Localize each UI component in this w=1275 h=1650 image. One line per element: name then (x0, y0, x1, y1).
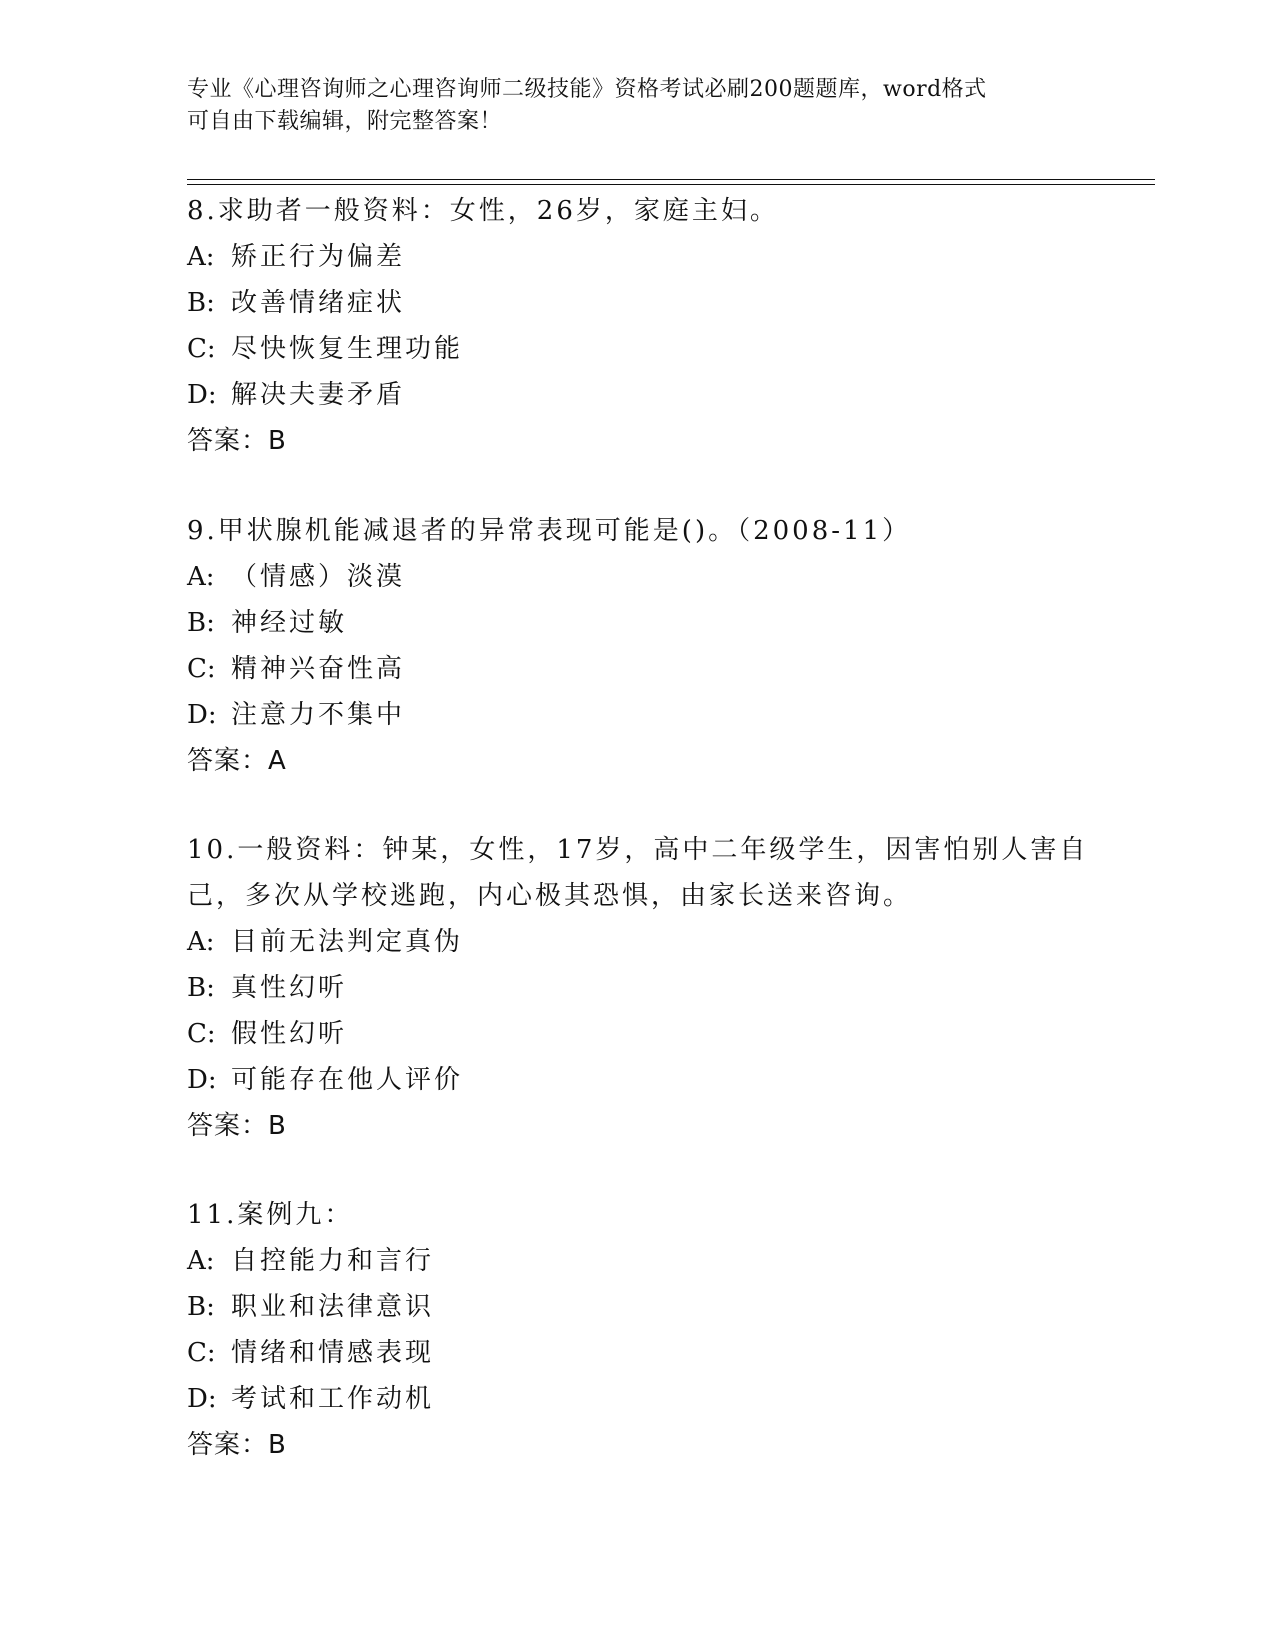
option-text: 矫正行为偏差 (231, 242, 406, 272)
option-text: 假性幻听 (231, 1019, 348, 1049)
option-a (187, 554, 1107, 600)
option-key: A: (187, 1246, 215, 1276)
option-text: 考试和工作动机 (231, 1384, 435, 1414)
option-key: A: (187, 562, 215, 592)
option-a (187, 234, 1107, 280)
option-d (187, 1376, 1107, 1422)
option-b (187, 965, 1107, 1011)
option-key: B: (187, 1292, 215, 1322)
option-key: C: (187, 1019, 216, 1049)
option-text: 改善情绪症状 (231, 288, 406, 318)
option-c (187, 1011, 1107, 1057)
option-text: 精神兴奋性高 (231, 654, 406, 684)
option-text: 尽快恢复生理功能 (231, 334, 464, 364)
header-divider-bottom (187, 184, 1155, 185)
answer-line: 答案：B (187, 1430, 287, 1460)
option-d (187, 692, 1107, 738)
option-key: D: (187, 1384, 217, 1414)
option-key: C: (187, 654, 216, 684)
question-text: 8.求助者一般资料：女性，26岁，家庭主妇。 (187, 196, 779, 226)
header-line-2: 可自由下载编辑，附完整答案！ (187, 109, 503, 134)
question-block (187, 188, 1107, 464)
question-block (187, 1192, 1107, 1468)
option-text: 神经过敏 (231, 608, 348, 638)
question-block (187, 827, 1107, 1149)
option-a (187, 919, 1107, 965)
option-key: D: (187, 1065, 217, 1095)
header-line-1: 专业《心理咨询师之心理咨询师二级技能》资格考试必刷200题题库，word格式 (187, 77, 987, 102)
option-key: B: (187, 288, 215, 318)
question-block (187, 508, 1107, 784)
option-key: B: (187, 973, 215, 1003)
option-text: 解决夫妻矛盾 (231, 380, 406, 410)
option-text: 目前无法判定真伪 (231, 927, 464, 957)
option-key: A: (187, 927, 215, 957)
header-divider-top (187, 179, 1155, 180)
question-text: 10.一般资料：钟某，女性，17岁，高中二年级学生，因害怕别人害自己，多次从学校逃跑，内心极其恐惧，由家长送来咨询。 (187, 835, 1089, 911)
question-text: 11.案例九： (187, 1200, 354, 1230)
option-text: 职业和法律意识 (231, 1292, 435, 1322)
option-key: B: (187, 608, 215, 638)
question-text: 9.甲状腺机能减退者的异常表现可能是()。（2008-11） (187, 516, 912, 546)
option-key: A: (187, 242, 215, 272)
option-b (187, 600, 1107, 646)
option-text: 真性幻听 (231, 973, 348, 1003)
option-c (187, 646, 1107, 692)
option-b (187, 1284, 1107, 1330)
option-text: （情感）淡漠 (231, 562, 406, 592)
option-key: C: (187, 334, 216, 364)
option-text: 情绪和情感表现 (231, 1338, 435, 1368)
answer-line: 答案：A (187, 746, 287, 776)
option-text: 可能存在他人评价 (231, 1065, 464, 1095)
option-text: 注意力不集中 (231, 700, 406, 730)
option-c (187, 1330, 1107, 1376)
option-key: D: (187, 380, 217, 410)
document-header (187, 74, 1087, 138)
option-a (187, 1238, 1107, 1284)
option-key: D: (187, 700, 217, 730)
option-c (187, 326, 1107, 372)
option-key: C: (187, 1338, 216, 1368)
answer-line: 答案：B (187, 1111, 287, 1141)
option-d (187, 1057, 1107, 1103)
option-d (187, 372, 1107, 418)
option-b (187, 280, 1107, 326)
answer-line: 答案：B (187, 426, 287, 456)
option-text: 自控能力和言行 (231, 1246, 435, 1276)
